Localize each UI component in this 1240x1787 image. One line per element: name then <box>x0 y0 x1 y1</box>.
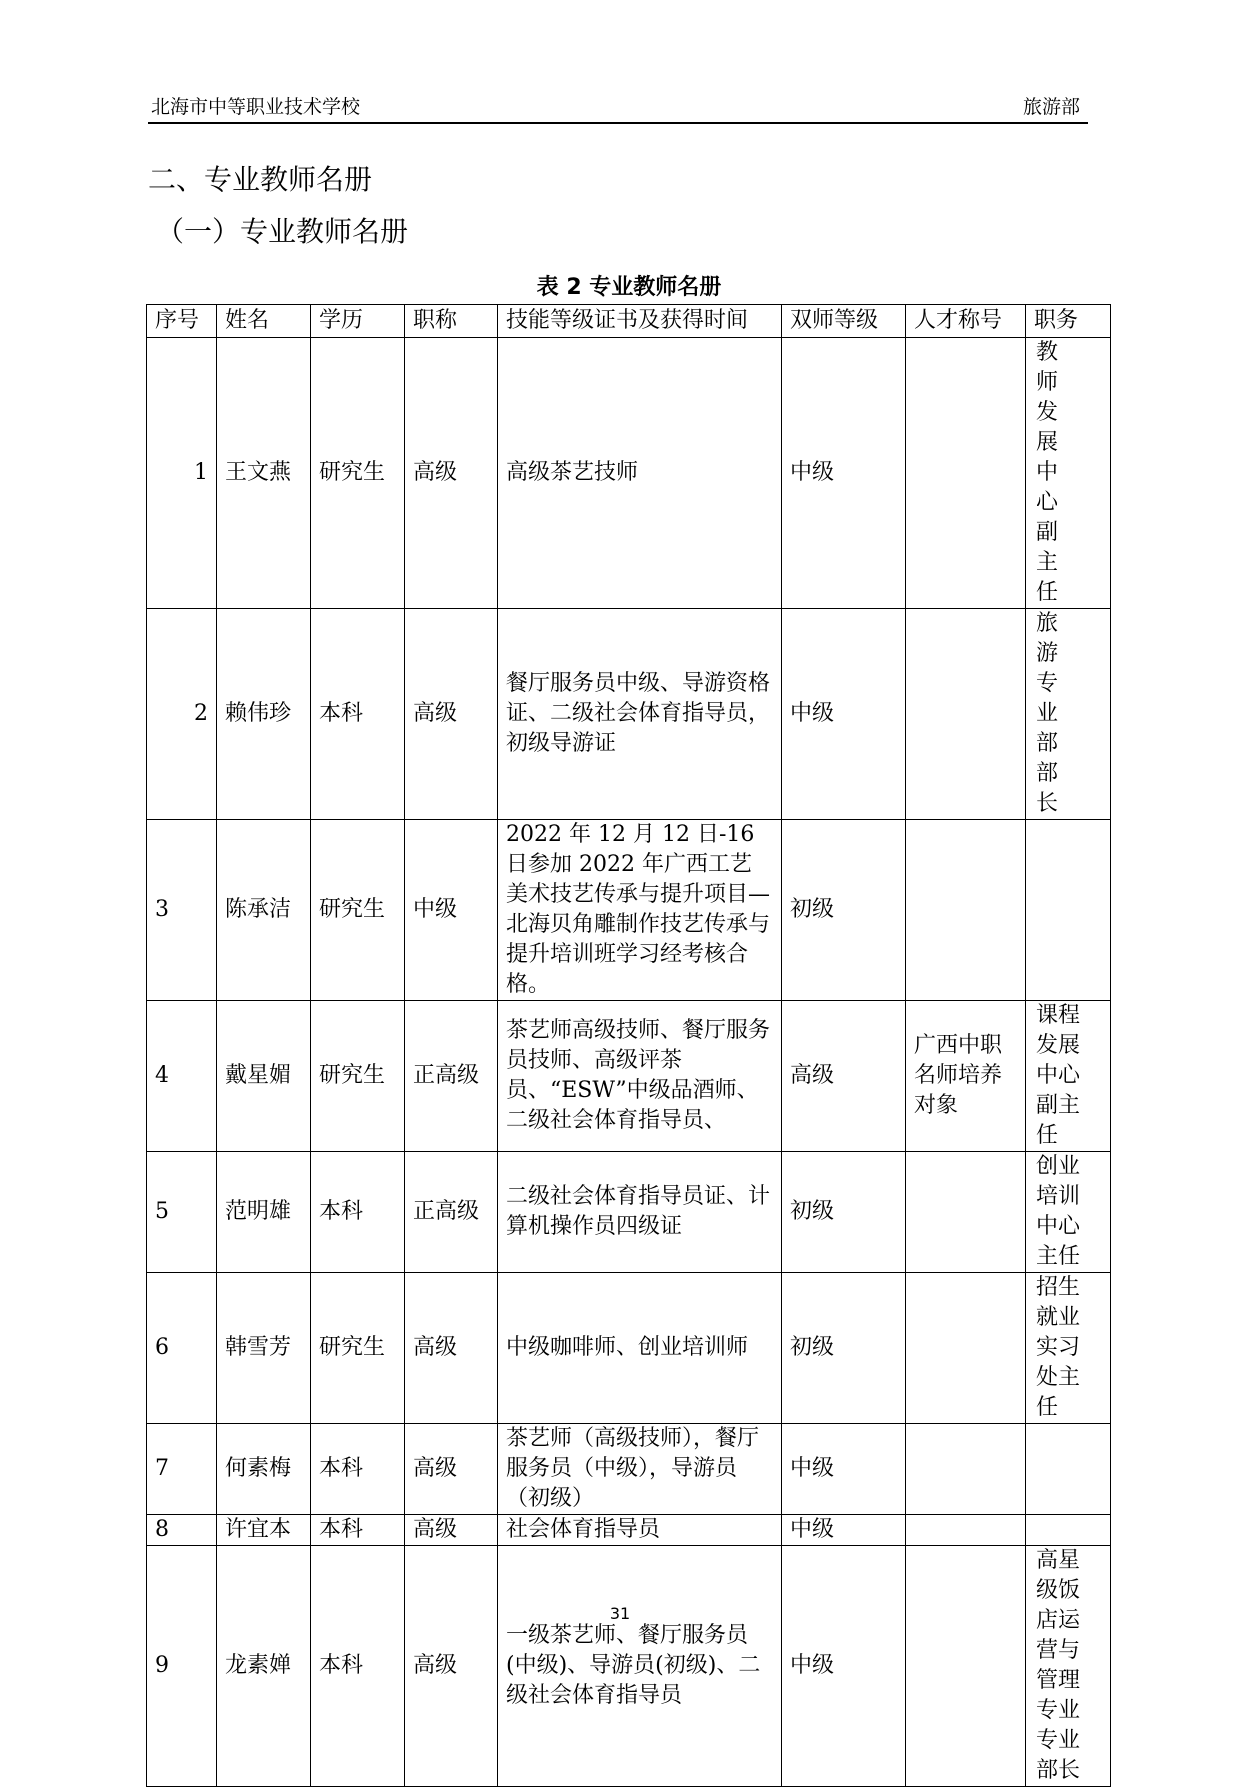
cell-dual-level: 初级 <box>782 1273 906 1424</box>
cell-name: 韩雪芳 <box>217 1273 311 1424</box>
cell-education: 本科 <box>311 1152 405 1273</box>
table-row <box>147 338 1111 609</box>
cell-talent-title: 广西中职名师培养对象 <box>906 1001 1026 1152</box>
cell-dual-level: 中级 <box>782 338 906 609</box>
cell-duty: 创业培训中心主任 <box>1026 1152 1111 1273</box>
cell-title: 中级 <box>405 820 498 1001</box>
cell-name: 戴星媚 <box>217 1001 311 1152</box>
teacher-roster-table <box>146 304 1111 1787</box>
table-row <box>147 1546 1111 1787</box>
cell-duty <box>1026 1515 1111 1546</box>
cell-certificates: 2022 年 12 月 12 日-16 日参加 2022 年广西工艺美术技艺传承与提升项目—北海贝角雕制作技艺传承与提升培训班学习经考核合格。 <box>498 820 782 1001</box>
subsection-title: （一）专业教师名册 <box>156 215 409 248</box>
cell-no: 6 <box>147 1273 217 1424</box>
cell-education: 研究生 <box>311 820 405 1001</box>
cell-title: 高级 <box>405 1515 498 1546</box>
table-row <box>147 1001 1111 1152</box>
section-title: 二、专业教师名册 <box>148 163 373 196</box>
cell-name: 赖伟珍 <box>217 609 311 820</box>
cell-certificates: 餐厅服务员中级、导游资格证、二级社会体育指导员，初级导游证 <box>498 609 782 820</box>
cell-education: 研究生 <box>311 1001 405 1152</box>
cell-certificates: 社会体育指导员 <box>498 1515 782 1546</box>
cell-no: 9 <box>147 1546 217 1787</box>
table-row <box>147 1515 1111 1546</box>
department-name: 旅游部 <box>1022 96 1080 118</box>
cell-talent-title <box>906 1546 1026 1787</box>
cell-dual-level: 中级 <box>782 1546 906 1787</box>
cell-duty: 教师发展中心副主任 <box>1026 338 1111 609</box>
cell-no: 1 <box>147 338 217 609</box>
cell-no: 4 <box>147 1001 217 1152</box>
cell-education: 本科 <box>311 1424 405 1515</box>
cell-name: 陈承洁 <box>217 820 311 1001</box>
table-row <box>147 1273 1111 1424</box>
cell-no: 3 <box>147 820 217 1001</box>
cell-certificates: 中级咖啡师、创业培训师 <box>498 1273 782 1424</box>
table-caption: 表 2 专业教师名册 <box>536 275 722 300</box>
col-header-certificates: 技能等级证书及获得时间 <box>498 305 782 338</box>
cell-title: 正高级 <box>405 1152 498 1273</box>
col-header-talent-title: 人才称号 <box>906 305 1026 338</box>
table-row <box>147 609 1111 820</box>
page-header <box>148 92 1088 124</box>
cell-name: 何素梅 <box>217 1424 311 1515</box>
page-number: 31 <box>609 1604 631 1623</box>
cell-title: 高级 <box>405 1273 498 1424</box>
col-header-dual-level: 双师等级 <box>782 305 906 338</box>
cell-certificates: 二级社会体育指导员证、计算机操作员四级证 <box>498 1152 782 1273</box>
col-header-no: 序号 <box>147 305 217 338</box>
cell-title: 正高级 <box>405 1001 498 1152</box>
cell-name: 王文燕 <box>217 338 311 609</box>
cell-talent-title <box>906 338 1026 609</box>
cell-certificates: 茶艺师高级技师、餐厅服务员技师、高级评茶员、“ESW”中级品酒师、二级社会体育指导员、 <box>498 1001 782 1152</box>
cell-education: 研究生 <box>311 338 405 609</box>
cell-duty: 旅游专业部部长 <box>1026 609 1111 820</box>
cell-title: 高级 <box>405 1424 498 1515</box>
cell-no: 7 <box>147 1424 217 1515</box>
cell-name: 许宜本 <box>217 1515 311 1546</box>
cell-certificates: 高级茶艺技师 <box>498 338 782 609</box>
cell-title: 高级 <box>405 1546 498 1787</box>
cell-dual-level: 初级 <box>782 820 906 1001</box>
cell-duty <box>1026 820 1111 1001</box>
cell-talent-title <box>906 609 1026 820</box>
cell-no: 5 <box>147 1152 217 1273</box>
col-header-name: 姓名 <box>217 305 311 338</box>
cell-certificates: 茶艺师（高级技师），餐厅服务员（中级），导游员（初级） <box>498 1424 782 1515</box>
cell-education: 本科 <box>311 1515 405 1546</box>
cell-talent-title <box>906 1273 1026 1424</box>
cell-education: 本科 <box>311 1546 405 1787</box>
cell-duty <box>1026 1424 1111 1515</box>
col-header-education: 学历 <box>311 305 405 338</box>
cell-duty: 高星级饭店运营与管理专业专业部长 <box>1026 1546 1111 1787</box>
cell-duty: 课程发展中心副主任 <box>1026 1001 1111 1152</box>
cell-talent-title <box>906 1515 1026 1546</box>
cell-talent-title <box>906 1152 1026 1273</box>
table-header-row <box>147 305 1111 338</box>
cell-name: 龙素婵 <box>217 1546 311 1787</box>
cell-dual-level: 中级 <box>782 1424 906 1515</box>
cell-title: 高级 <box>405 609 498 820</box>
cell-talent-title <box>906 820 1026 1001</box>
cell-dual-level: 中级 <box>782 1515 906 1546</box>
cell-dual-level: 高级 <box>782 1001 906 1152</box>
table-row <box>147 1424 1111 1515</box>
cell-name: 范明雄 <box>217 1152 311 1273</box>
cell-dual-level: 初级 <box>782 1152 906 1273</box>
cell-title: 高级 <box>405 338 498 609</box>
cell-duty: 招生就业实习处主任 <box>1026 1273 1111 1424</box>
col-header-duty: 职务 <box>1026 305 1111 338</box>
cell-certificates: 一级茶艺师、餐厅服务员(中级)、导游员(初级)、二级社会体育指导员 <box>498 1546 782 1787</box>
cell-no: 8 <box>147 1515 217 1546</box>
school-name: 北海市中等职业技术学校 <box>151 96 361 118</box>
cell-no: 2 <box>147 609 217 820</box>
cell-education: 研究生 <box>311 1273 405 1424</box>
table-row <box>147 820 1111 1001</box>
cell-talent-title <box>906 1424 1026 1515</box>
col-header-title: 职称 <box>405 305 498 338</box>
cell-dual-level: 中级 <box>782 609 906 820</box>
table-row <box>147 1152 1111 1273</box>
cell-education: 本科 <box>311 609 405 820</box>
